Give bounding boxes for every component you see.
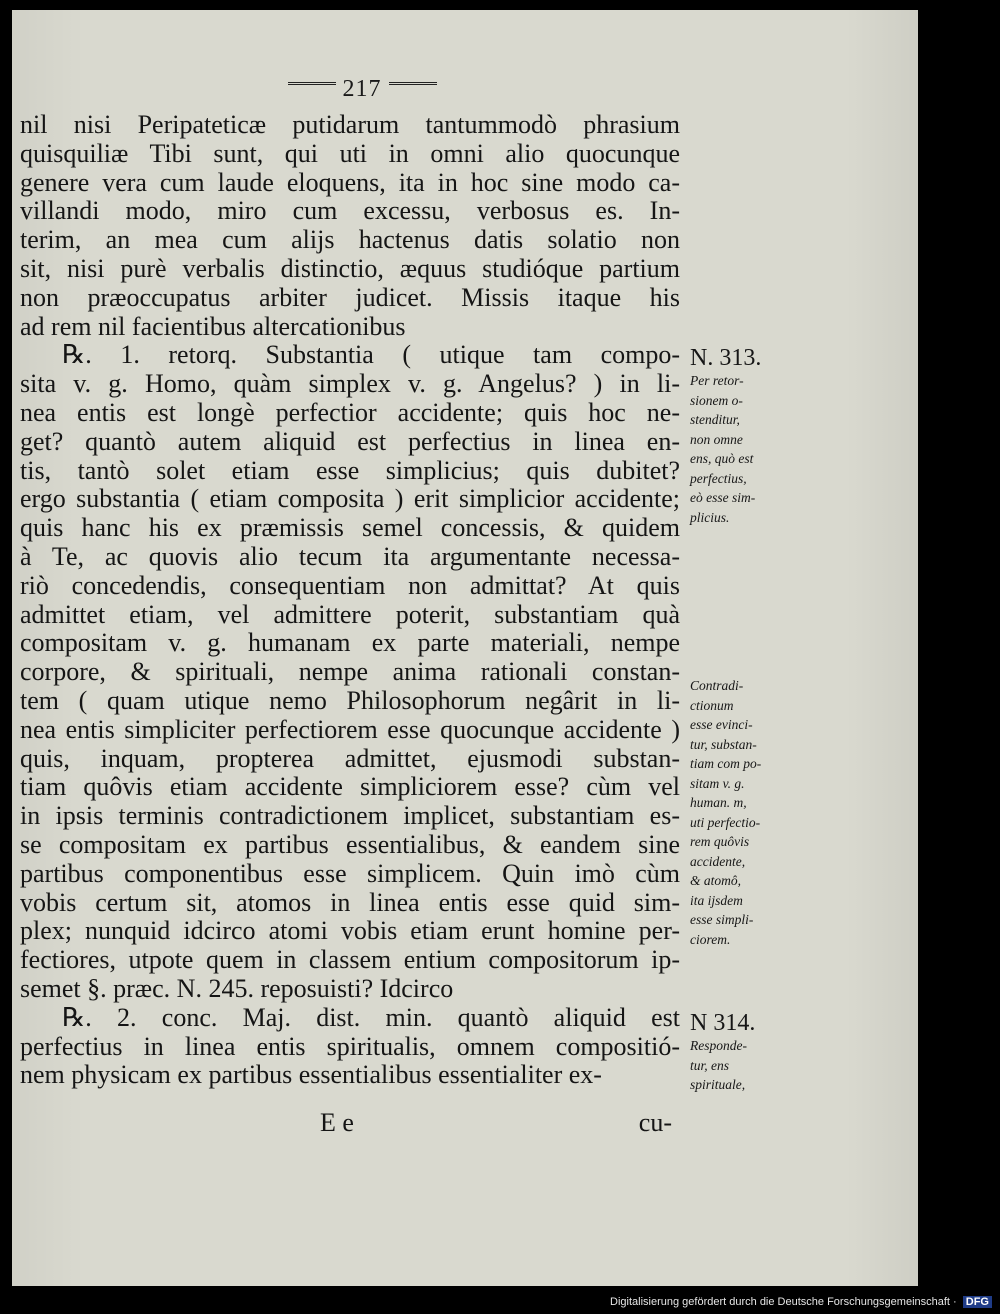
marginal-line: uti perfectio-: [690, 814, 761, 830]
text-line: nea entis est longè perfectior accidente; quis hoc ne-: [20, 397, 680, 427]
text-line: ad rem nil facientibus altercationibus: [20, 311, 406, 341]
marginal-line: spirituale,: [690, 1077, 746, 1092]
text-line: à Te, ac quovis alio tecum ita argumentante necessa-: [20, 541, 680, 571]
marginal-line: tur, ens: [690, 1057, 730, 1073]
marginal-line: Per retor-: [690, 373, 744, 388]
marginal-line: ctionum: [690, 697, 734, 713]
catchword: cu-: [638, 1108, 672, 1137]
page-number: 217: [342, 76, 382, 102]
marginal-line: sitam v. g.: [690, 775, 745, 791]
marginal-line: human. m,: [690, 795, 747, 810]
text-line: admittet etiam, vel admittere poterit, substantiam quà: [20, 599, 680, 629]
text-line: tiam quôvis etiam accidente simpliciorem esse? cùm vel: [20, 772, 680, 802]
marginal-line: ciorem.: [690, 931, 731, 947]
text-line: get? quantò autem aliquid est perfectius in linea en-: [20, 426, 680, 456]
dfg-logo: DFG: [963, 1296, 992, 1308]
marginal-line: & atomô,: [690, 873, 742, 888]
text-line: quis hanc his ex præmissis semel concessis, & quidem: [20, 513, 680, 543]
left-ornament: [288, 82, 336, 99]
marginal-note-313: [690, 345, 790, 527]
marginal-line: non omne: [690, 431, 743, 447]
marginal-line: Contradi-: [690, 678, 744, 693]
text-line: nem physicam ex partibus essentialibus essentialiter ex-: [20, 1060, 602, 1090]
text-line: villandi modo, miro cum excessu, verbosus es. In-: [20, 196, 680, 226]
marginal-line: Responde-: [690, 1038, 747, 1053]
text-line: corpore, & spirituali, nempe anima rationali constan-: [20, 657, 680, 687]
page-header: [262, 76, 462, 103]
marginal-line: tiam com po-: [690, 756, 762, 771]
footer-text: Digitalisierung gefördert durch die Deutsche Forschungsgemeinschaft ·: [610, 1296, 957, 1308]
text-line: riò concedendis, consequentiam non admittat? At quis: [20, 570, 680, 600]
marginal-number: N 314.: [690, 1010, 756, 1036]
signature-mark: E e: [320, 1108, 354, 1137]
text-line: genere vera cum laude eloquens, ita in hoc sine modo ca-: [20, 167, 680, 197]
text-line: nil nisi Peripateticæ putidarum tantummodò phrasium: [20, 110, 680, 139]
text-line: tem ( quam utique nemo Philosophorum negârit in li-: [20, 685, 680, 715]
marginal-line: ita ijsdem: [690, 892, 743, 908]
text-line: non præoccupatus arbiter judicet. Missis itaque his: [20, 282, 680, 312]
marginal-line: ens, quò est: [690, 451, 754, 466]
marginal-number: N. 313.: [690, 345, 762, 371]
text-line: plex; nunquid idcirco atomi vobis etiam erunt homine per-: [20, 916, 680, 946]
text-line: ℞. 2. conc. Maj. dist. min. quantò aliquid est: [62, 1002, 680, 1032]
marginal-line: plicius.: [690, 509, 730, 525]
marginal-line: perfectius,: [690, 470, 747, 486]
text-line: vobis certum sit, atomos in linea entis esse quid sim-: [20, 887, 680, 917]
text-line: in ipsis terminis contradictionem implicet, substantiam es-: [20, 801, 680, 831]
marginal-line: eò esse sim-: [690, 490, 756, 505]
text-line: ℞. 1. retorq. Substantia ( utique tam compo-: [62, 340, 680, 370]
digitization-footer: [610, 1296, 992, 1308]
text-line: terim, an mea cum alijs hactenus datis solatio non: [20, 225, 680, 255]
marginal-note-314: [690, 1010, 790, 1095]
text-line: partibus componentibus esse simplicem. Quin imò cùm: [20, 858, 680, 888]
marginal-line: esse evinci-: [690, 717, 753, 732]
text-line: sita v. g. Homo, quàm simplex v. g. Angelus? ) in li-: [20, 369, 680, 399]
marginal-line: stenditur,: [690, 412, 740, 427]
text-line: semet §. præc. N. 245. reposuisti? Idcirco: [20, 973, 454, 1003]
text-line: perfectius in linea entis spiritualis, omnem compositió-: [20, 1031, 680, 1061]
text-line: se compositam ex partibus essentialibus, & eandem sine: [20, 829, 680, 859]
marginal-line: accidente,: [690, 853, 746, 869]
text-line: nea entis simpliciter perfectiorem esse quocunque accidente ): [20, 714, 680, 744]
text-line: compositam v. g. humanam ex parte materiali, nempe: [20, 628, 680, 658]
marginal-line: tur, substan-: [690, 736, 757, 752]
text-line: fectiores, utpote quem in classem entium compositorum ip-: [20, 945, 680, 975]
text-line: ergo substantia ( etiam composita ) erit simplicior accidente;: [20, 484, 680, 514]
marginal-line: sionem o-: [690, 392, 743, 408]
marginal-line: rem quôvis: [690, 834, 750, 849]
main-text: [20, 111, 680, 1090]
marginal-line: esse simpli-: [690, 912, 754, 927]
marginal-note-contradiction: [690, 676, 790, 949]
text-line: quis, inquam, propterea admittet, ejusmodi substan-: [20, 743, 680, 773]
right-ornament: [389, 82, 437, 99]
text-line: quisquiliæ Tibi sunt, qui uti in omni alio quocunque: [20, 138, 680, 168]
text-line: sit, nisi purè verbalis distinctio, æquus studióque partium: [20, 253, 680, 283]
text-line: tis, tantò solet etiam esse simplicius; quis dubitet?: [20, 455, 680, 485]
